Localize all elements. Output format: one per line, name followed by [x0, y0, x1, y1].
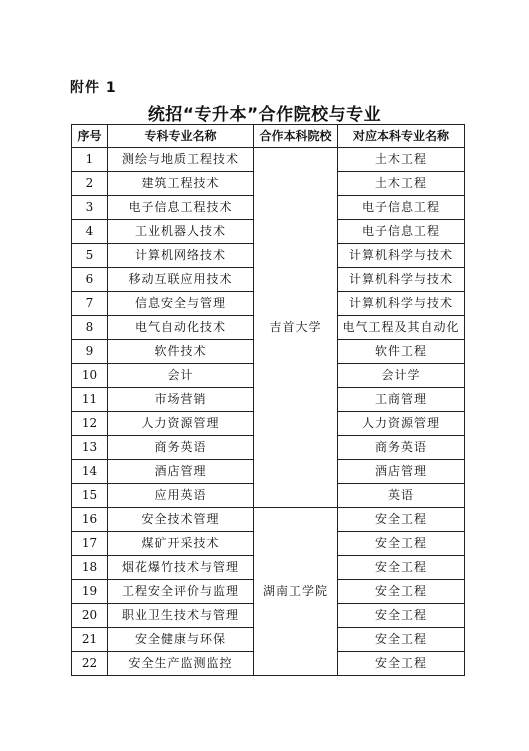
serial-number-cell: 1 [72, 148, 108, 172]
diploma-major-cell: 煤矿开采技术 [108, 532, 254, 556]
serial-number-cell: 14 [72, 460, 108, 484]
serial-number-cell: 20 [72, 604, 108, 628]
attachment-label: 附件 1 [70, 80, 117, 96]
serial-number-cell: 21 [72, 628, 108, 652]
header-bachelor-major: 对应本科专业名称 [338, 125, 465, 148]
bachelor-major-cell: 安全工程 [338, 556, 465, 580]
serial-number-cell: 3 [72, 196, 108, 220]
diploma-major-cell: 工程安全评价与监理 [108, 580, 254, 604]
serial-number-cell: 5 [72, 244, 108, 268]
serial-number-cell: 2 [72, 172, 108, 196]
bachelor-major-cell: 电气工程及其自动化 [338, 316, 465, 340]
diploma-major-cell: 信息安全与管理 [108, 292, 254, 316]
serial-number-cell: 9 [72, 340, 108, 364]
bachelor-major-cell: 计算机科学与技术 [338, 268, 465, 292]
diploma-major-cell: 会计 [108, 364, 254, 388]
bachelor-major-cell: 电子信息工程 [338, 196, 465, 220]
diploma-major-cell: 安全技术管理 [108, 508, 254, 532]
bachelor-major-cell: 安全工程 [338, 580, 465, 604]
diploma-major-cell: 测绘与地质工程技术 [108, 148, 254, 172]
bachelor-major-cell: 英语 [338, 484, 465, 508]
serial-number-cell: 18 [72, 556, 108, 580]
diploma-major-cell: 移动互联应用技术 [108, 268, 254, 292]
diploma-major-cell: 工业机器人技术 [108, 220, 254, 244]
bachelor-major-cell: 计算机科学与技术 [338, 292, 465, 316]
serial-number-cell: 4 [72, 220, 108, 244]
table-header-row [72, 125, 465, 148]
table-row [72, 148, 465, 172]
bachelor-major-cell: 商务英语 [338, 436, 465, 460]
serial-number-cell: 22 [72, 652, 108, 676]
diploma-major-cell: 安全生产监测监控 [108, 652, 254, 676]
document-title: 统招“专升本”合作院校与专业 [147, 105, 382, 125]
diploma-major-cell: 电子信息工程技术 [108, 196, 254, 220]
bachelor-major-cell: 计算机科学与技术 [338, 244, 465, 268]
bachelor-major-cell: 安全工程 [338, 532, 465, 556]
bachelor-major-cell: 安全工程 [338, 652, 465, 676]
header-diploma-major: 专科专业名称 [108, 125, 254, 148]
diploma-major-cell: 人力资源管理 [108, 412, 254, 436]
bachelor-major-cell: 电子信息工程 [338, 220, 465, 244]
diploma-major-cell: 电气自动化技术 [108, 316, 254, 340]
bachelor-major-cell: 工商管理 [338, 388, 465, 412]
diploma-major-cell: 软件技术 [108, 340, 254, 364]
serial-number-cell: 15 [72, 484, 108, 508]
table-body [72, 148, 465, 676]
diploma-major-cell: 商务英语 [108, 436, 254, 460]
bachelor-major-cell: 人力资源管理 [338, 412, 465, 436]
diploma-major-cell: 酒店管理 [108, 460, 254, 484]
serial-number-cell: 11 [72, 388, 108, 412]
partner-university-cell: 湖南工学院 [254, 508, 338, 676]
serial-number-cell: 8 [72, 316, 108, 340]
bachelor-major-cell: 安全工程 [338, 604, 465, 628]
bachelor-major-cell: 土木工程 [338, 148, 465, 172]
bachelor-major-cell: 酒店管理 [338, 460, 465, 484]
serial-number-cell: 19 [72, 580, 108, 604]
header-serial-number: 序号 [72, 125, 108, 148]
diploma-major-cell: 建筑工程技术 [108, 172, 254, 196]
bachelor-major-cell: 软件工程 [338, 340, 465, 364]
diploma-major-cell: 烟花爆竹技术与管理 [108, 556, 254, 580]
serial-number-cell: 16 [72, 508, 108, 532]
diploma-major-cell: 市场营销 [108, 388, 254, 412]
header-partner-university: 合作本科院校 [254, 125, 338, 148]
partner-university-cell: 吉首大学 [254, 148, 338, 508]
serial-number-cell: 17 [72, 532, 108, 556]
serial-number-cell: 13 [72, 436, 108, 460]
diploma-major-cell: 安全健康与环保 [108, 628, 254, 652]
majors-table [71, 124, 465, 676]
bachelor-major-cell: 土木工程 [338, 172, 465, 196]
serial-number-cell: 6 [72, 268, 108, 292]
table-row [72, 508, 465, 532]
diploma-major-cell: 应用英语 [108, 484, 254, 508]
serial-number-cell: 10 [72, 364, 108, 388]
bachelor-major-cell: 会计学 [338, 364, 465, 388]
diploma-major-cell: 计算机网络技术 [108, 244, 254, 268]
bachelor-major-cell: 安全工程 [338, 628, 465, 652]
diploma-major-cell: 职业卫生技术与管理 [108, 604, 254, 628]
serial-number-cell: 12 [72, 412, 108, 436]
serial-number-cell: 7 [72, 292, 108, 316]
bachelor-major-cell: 安全工程 [338, 508, 465, 532]
